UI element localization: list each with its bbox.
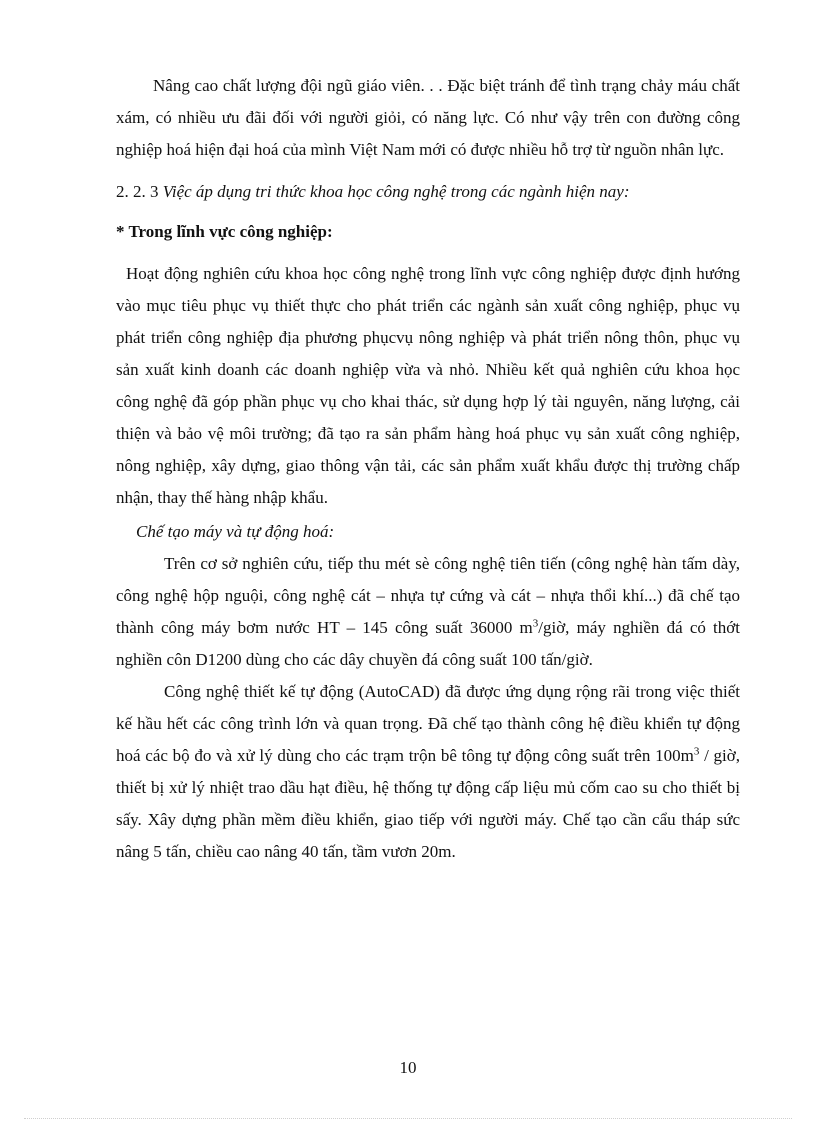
paragraph-machinery-text-b: /giờ, máy nghiền đá có thớt nghiền côn D1200 dùng cho các dây chuyền đá công suất 100 tấn/giờ. (116, 618, 740, 669)
footer-divider (24, 1118, 792, 1119)
paragraph-autocad-text-b: / giờ, thiết bị xử lý nhiệt trao dầu hạt điều, hệ thống tự động cấp liệu mủ cốm cao su cho thiết bị sấy. Xây dựng phần mềm điều khiển, giao tiếp với người máy. Chế tạo cần cẩu tháp sức nâng 5 tấn, chiều cao nâng 40 tấn, tầm vươn 20m. (116, 746, 741, 861)
superscript-cubic: 3 (532, 617, 539, 630)
paragraph-autocad-text-a: Công nghệ thiết kế tự động (AutoCAD) đã được ứng dụng rộng rãi trong việc thiết kế hầu hết các công trình lớn và quan trọng. Đã chế tạo thành công hệ điều khiển tự động hoá các bộ đo và xử lý dùng cho các trạm trộn bê tông tự động công suất trên 100m (116, 682, 740, 765)
paragraph-autocad (116, 676, 740, 868)
paragraph-industry-research: Hoạt động nghiên cứu khoa học công nghệ trong lĩnh vực công nghiệp được định hướng vào mục tiêu phục vụ thiết thực cho phát triển các ngành sản xuất công nghiệp, phục vụ phát triển công nghiệp địa phương phụcvụ nông nghiệp và phát triển nông thôn, phục vụ sản xuất kinh doanh các doanh nghiệp vừa và nhỏ. Nhiều kết quả nghiên cứu khoa học công nghệ đã góp phần phục vụ cho khai thác, sử dụng hợp lý tài nguyên, năng lượng, cải thiện và bảo vệ môi trường; đã tạo ra sản phẩm hàng hoá phục vụ sản xuất công nghiệp, nông nghiệp, xây dựng, giao thông vận tải, các sản phẩm xuất khẩu được thị trường chấp nhận, thay thế hàng nhập khẩu. (116, 264, 740, 507)
superscript-cubic: 3 (693, 745, 700, 758)
paragraph-machinery-text-a: Trên cơ sở nghiên cứu, tiếp thu mét sè công nghệ tiên tiến (công nghệ hàn tấm dày, công nghệ hộp nguội, công nghệ cát – nhựa tự cứng và cát – nhựa thổi khí...) đã chế tạo thành công máy bơm nước HT – 145 công suất 36000 m (116, 554, 740, 637)
page-number: 10 (399, 1058, 417, 1077)
paragraph-human-resources: Nâng cao chất lượng đội ngũ giáo viên. . . Đặc biệt tránh để tình trạng chảy máu chất xám, có nhiều ưu đãi đối với người giỏi, có năng lực. Có như vậy trên con đường công nghiệp hoá hiện đại hoá của mình Việt Nam mới có được nhiều hỗ trợ từ nguồn nhân lực. (116, 76, 740, 159)
section-title: Việc áp dụng tri thức khoa học công nghệ trong các ngành hiện nay: (162, 182, 630, 201)
subheading-machinery: Chế tạo máy và tự động hoá: (136, 522, 335, 541)
section-heading (116, 176, 740, 208)
paragraph-machinery (116, 548, 740, 676)
document-page (116, 70, 740, 868)
section-number: 2. 2. 3 (116, 182, 159, 201)
heading-industry: * Trong lĩnh vực công nghiệp: (116, 222, 333, 241)
